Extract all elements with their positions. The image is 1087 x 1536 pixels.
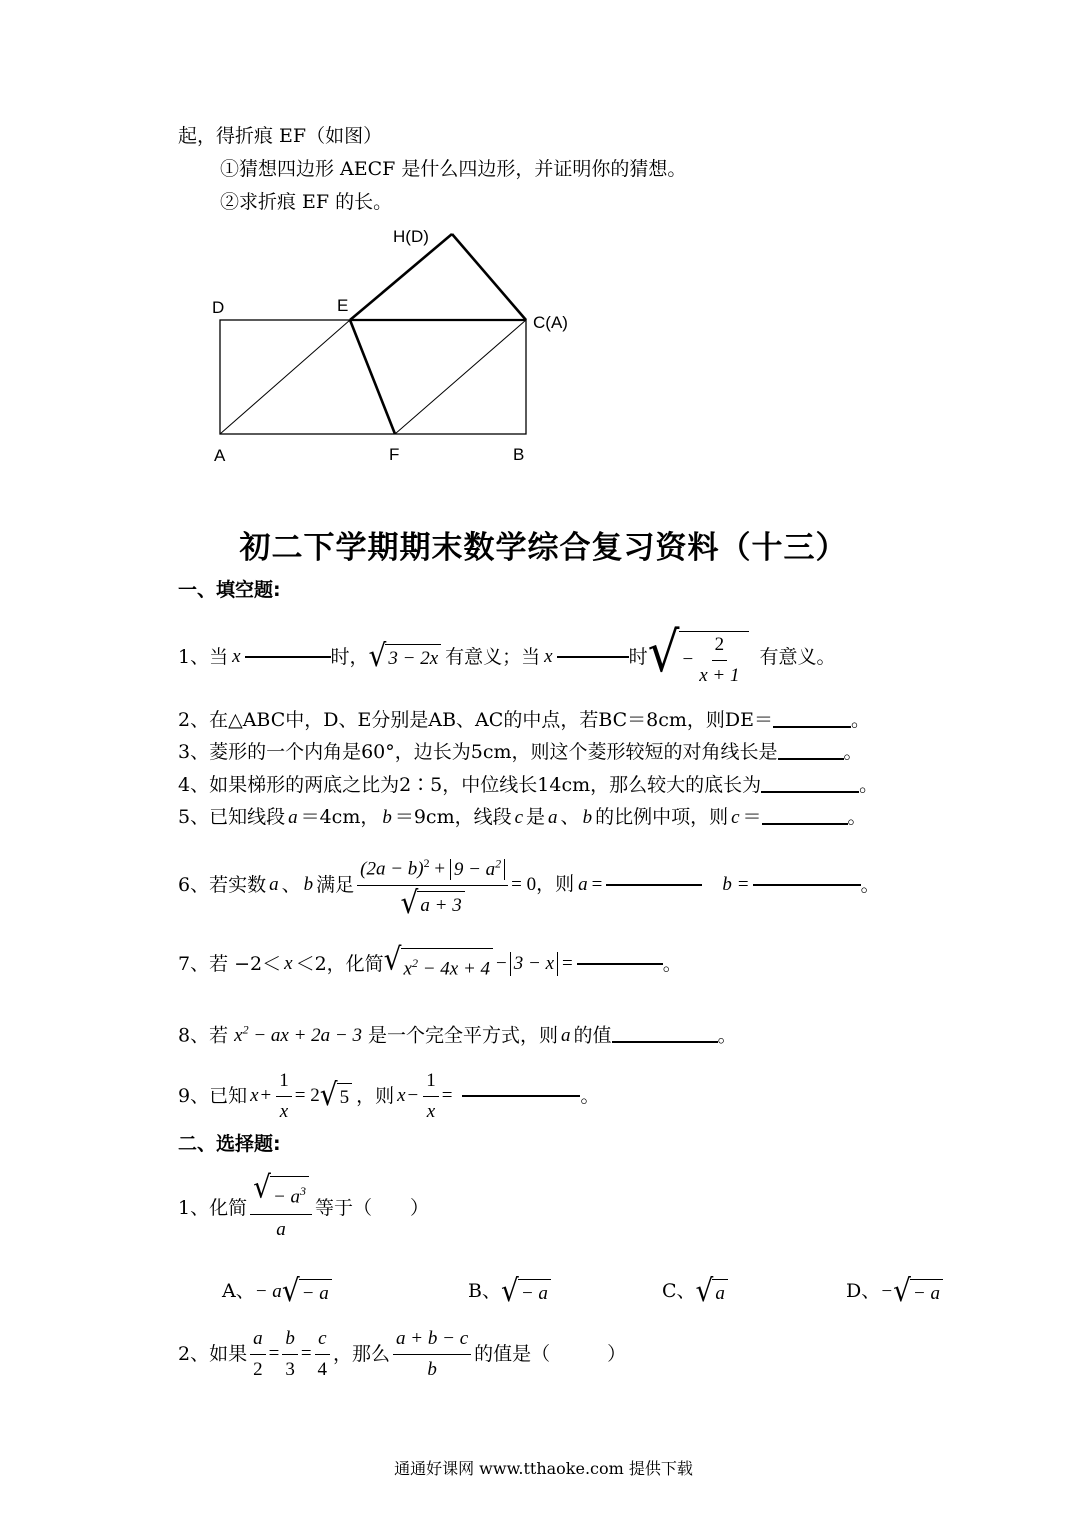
answer-blank[interactable] [773,726,851,728]
fraction-expression: √ − $a^3$ a [250,1173,312,1242]
choice-question-1: 1、化简 √ − $a^3$ a 等于（ ） [178,1170,429,1246]
sqrt-expression: √ 3 − 2x [369,641,442,673]
sqrt-fraction-expression: √ − $\frac{2}{x + 1}$ [648,626,750,689]
label-f: F [389,445,400,464]
option-b[interactable]: B、 √ − a [468,1276,551,1308]
section-fill-heading: 一、填空题: [178,579,281,601]
fill-question-4: 4、如果梯形的两底之比为2∶5，中位线长14cm，那么较大的底长为 。 [178,774,879,796]
question-part-1: ①猜想四边形 AECF 是什么四边形，并证明你的猜想。 [220,158,687,180]
fill-question-6: 6、若实数 a 、 b 满足 $(2a - b)^2 + 9 - a^2$ √ a + 3 = 0，则 a = b = 。 [178,846,880,924]
option-c[interactable]: C、 √ a [662,1276,728,1308]
segment-eh [350,234,452,320]
label-e: E [337,296,349,315]
segment-hc [452,234,526,320]
answer-blank[interactable] [753,884,861,886]
fill-question-1: 1、当 x 时， √ 3 − 2x 有意义；当 x 时 √ − $\frac{2}{x + 1}$ 有意义。 [178,625,836,689]
choice-question-2: 2、如果 $\frac{a}{2}$ = $\frac{b}{3}$ = $\frac{c}{4}$ ，那么 $\frac{a + b - c}{b}$ 的值是（ ） [178,1327,627,1380]
label-ca: C(A) [533,313,568,332]
question-part-2: ②求折痕 EF 的长。 [220,191,393,213]
label-d: D [212,298,225,317]
fraction-expression: $(2a - b)^2 + 9 - a^2$ √ a + 3 [357,850,508,919]
option-a[interactable]: A、− a √ − a [222,1276,332,1308]
fill-question-8: 8、若 $x^2$ − ax + 2a − 3 是一个完全平方式，则 a 的值 。 [178,1023,737,1047]
fill-question-7: 7、若 −2＜ x ＜2，化简 √ $x^2 - 4x + 4$ − 3 − x = 。 [178,944,682,984]
footer-credit: 通通好课网 www.tthaoke.com 提供下载 [394,1459,693,1478]
answer-blank[interactable] [612,1041,718,1043]
fill-question-2: 2、在△ABC中，D、E分别是AB、AC的中点，若BC＝8cm，则DE＝ 。 [178,709,871,731]
label-a: A [214,446,226,465]
sqrt-expression: √ $x^2 - 4x + 4$ [384,945,493,983]
answer-blank[interactable] [778,758,844,760]
diagonal-fc [395,320,526,434]
answer-blank[interactable] [245,656,331,658]
answer-blank[interactable] [557,656,629,658]
geometry-figure [200,222,600,472]
fill-question-3: 3、菱形的一个内角是60°，边长为5cm，则这个菱形较短的对角线长是 。 [178,741,863,763]
label-b: B [513,445,525,464]
intro-line: 起，得折痕 EF（如图） [178,125,383,147]
section-choice-heading: 二、选择题: [178,1133,281,1155]
answer-blank[interactable] [577,963,663,965]
answer-blank[interactable] [606,884,702,886]
answer-blank[interactable] [761,791,859,793]
answer-blank[interactable] [762,823,848,825]
fold-line-ef [350,320,395,434]
fill-question-9: 9、已知 x + $\frac{1}{x}$ = 2 √ 5 ，则 x − $\frac{1}{x}$ = 。 [178,1069,600,1122]
fill-question-5: 5、已知线段 a ＝4cm， b ＝9cm，线段 c 是 a 、 b 的比例中项，则 c ＝ 。 [178,806,867,828]
diagonal-ae [220,320,350,434]
label-hd: H(D) [393,227,429,246]
option-d[interactable]: D、− √ − a [846,1276,943,1308]
answer-blank[interactable] [462,1095,580,1097]
page-title: 初二下学期期末数学综合复习资料（十三） [239,530,848,566]
